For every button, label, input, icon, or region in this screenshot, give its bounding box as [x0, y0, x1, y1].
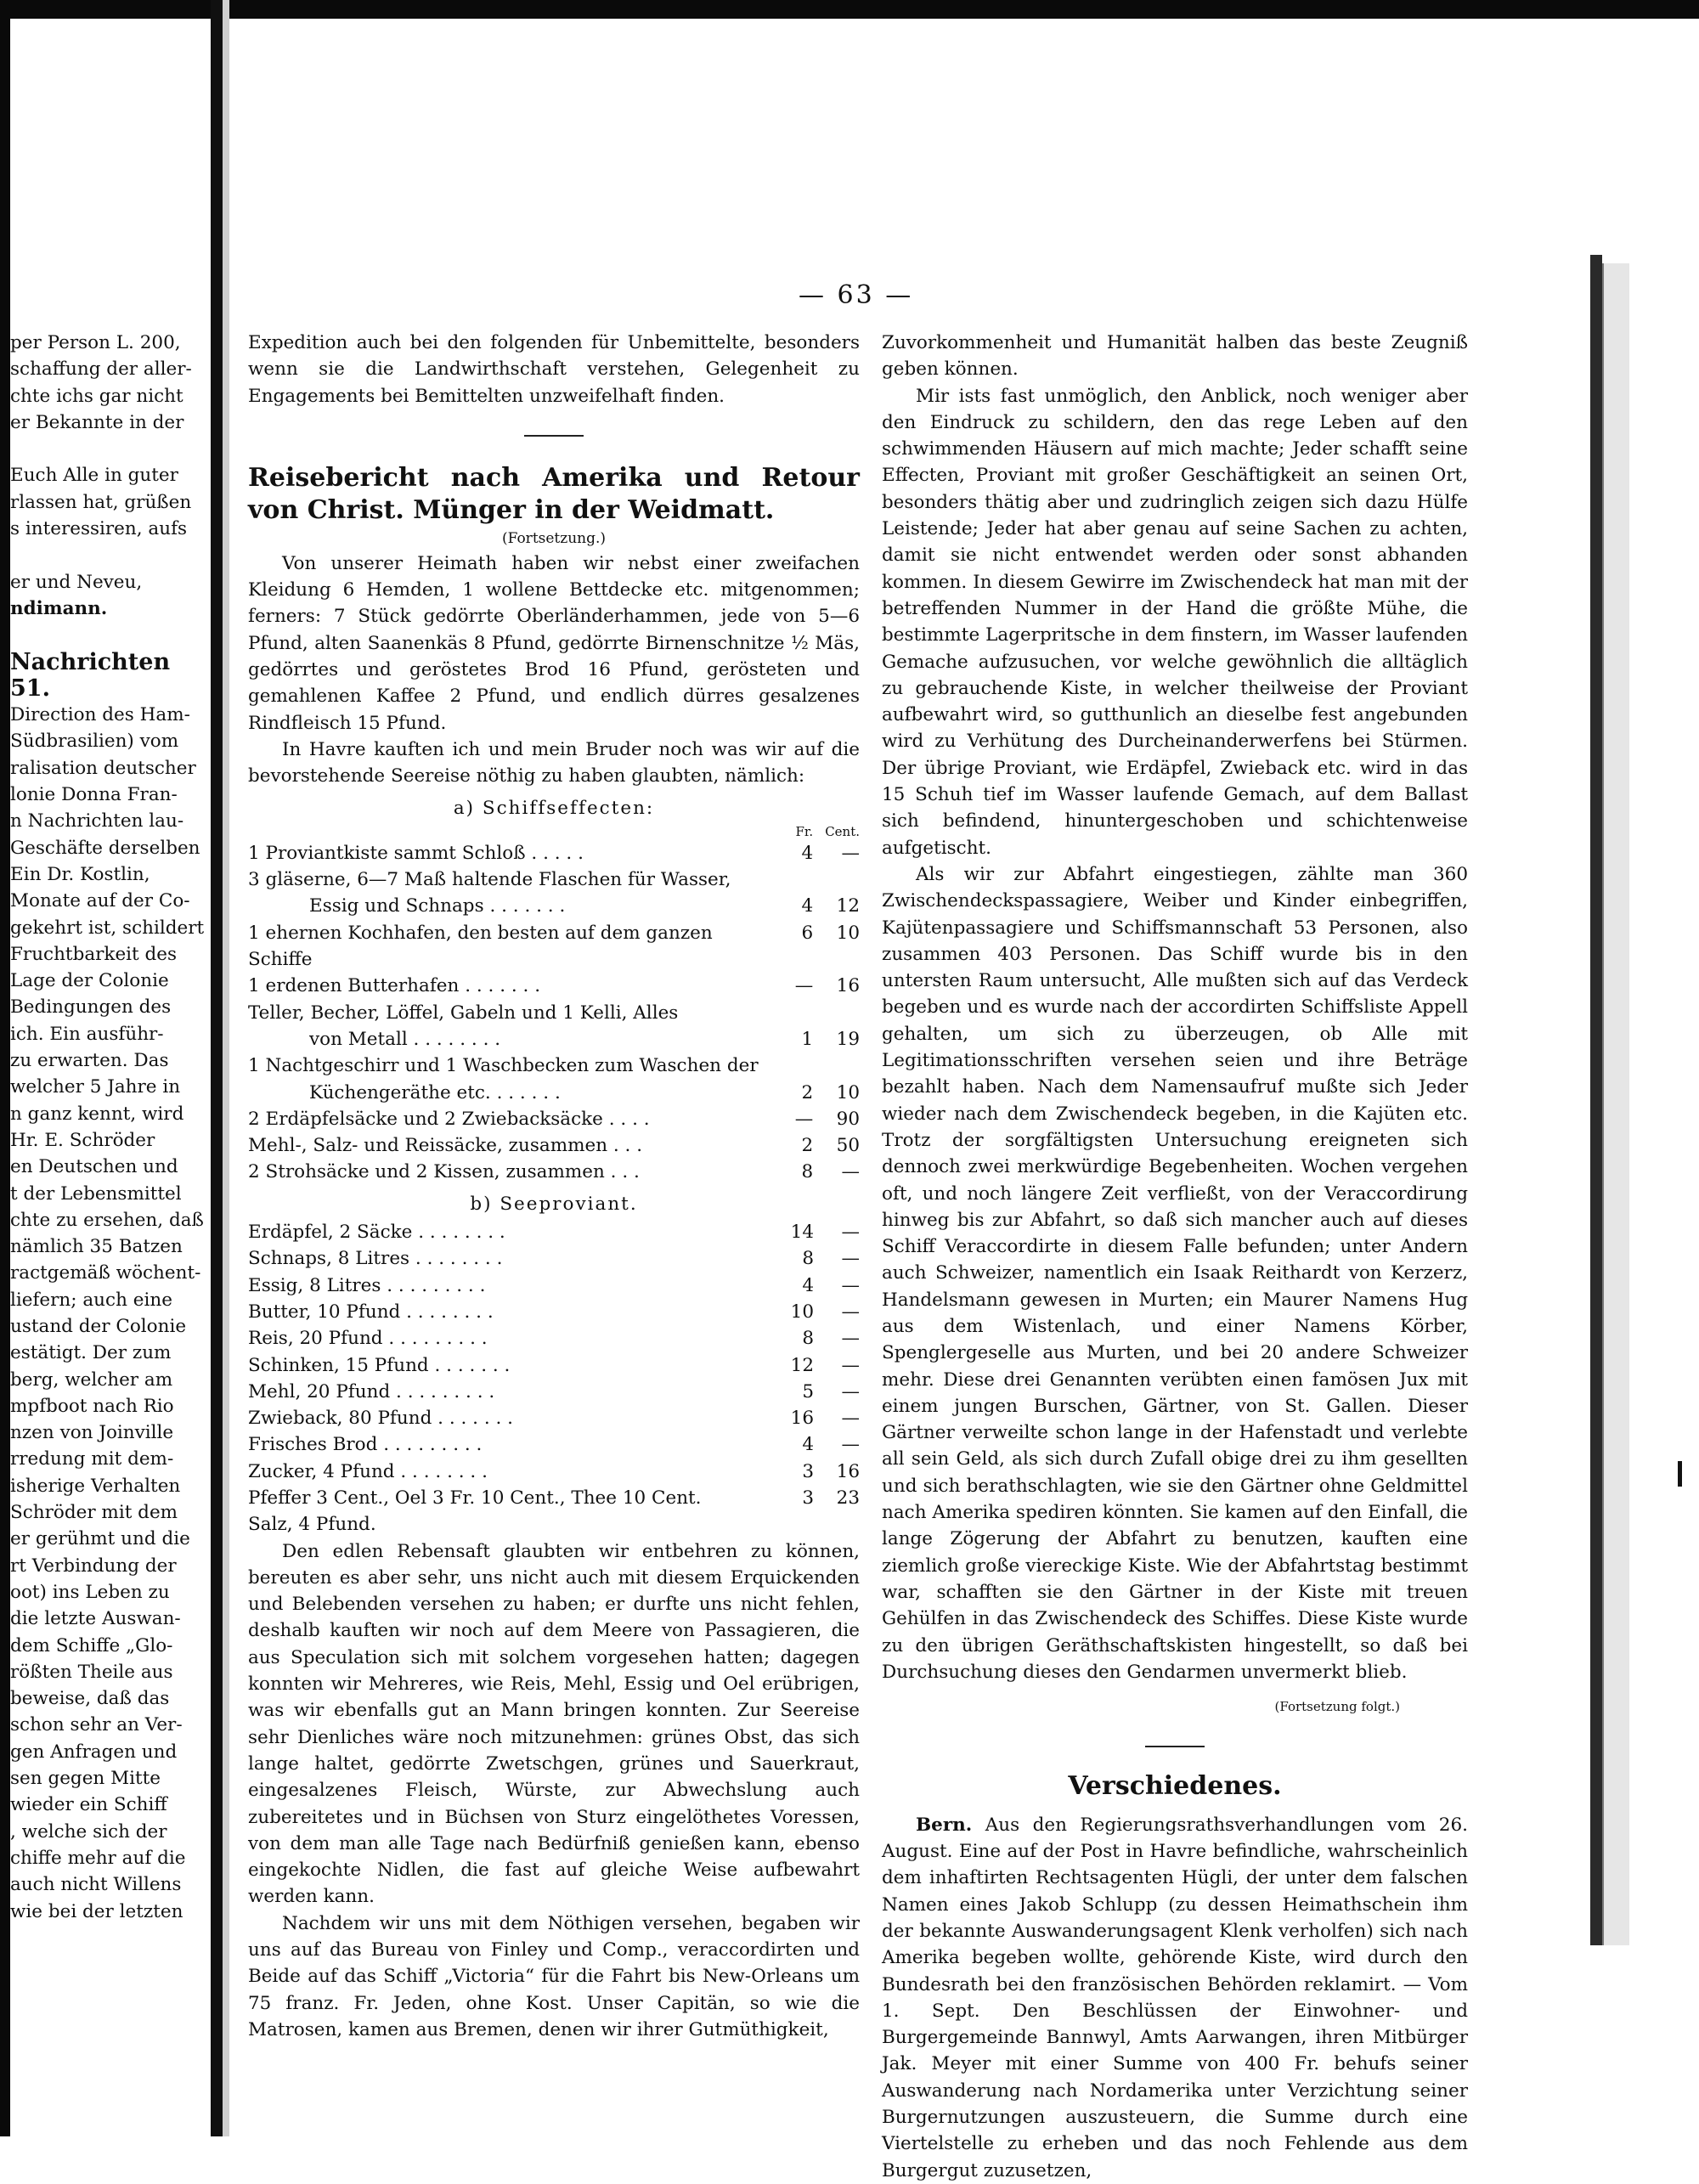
item-cents — [825, 866, 860, 893]
item-cents — [825, 1000, 860, 1026]
left-column-line: chte ichs gar nicht — [10, 385, 183, 407]
item-name: Salz, 4 Pfund. — [248, 1514, 376, 1536]
scan-top-border — [0, 0, 1699, 19]
left-column-line: Nachrichten — [10, 648, 171, 675]
left-column-line: schaffung der aller- — [10, 358, 192, 381]
item-cents: 10 — [836, 922, 860, 944]
item-name: Schnaps, 8 Litres . . . . . . . . — [248, 1248, 503, 1270]
left-column-line: rredung mit dem- — [10, 1448, 174, 1470]
page-right-edge-shadow — [1602, 263, 1629, 1945]
section-heading: Verschiedenes. — [1068, 1771, 1282, 1802]
item-cents: — — [841, 1248, 860, 1270]
item-cents: — — [841, 1274, 860, 1296]
left-column-line: wieder ein Schiff — [10, 1794, 167, 1816]
item-name: Mehl, 20 Pfund . . . . . . . . . — [248, 1380, 495, 1402]
item-cents: — — [841, 1434, 860, 1456]
table-row — [248, 1245, 860, 1272]
col-header-fr: Fr. — [795, 823, 814, 839]
section-divider — [524, 435, 584, 437]
left-column-line: ustand der Colonie — [10, 1315, 187, 1337]
item-name: 1 Proviantkiste sammt Schloß . . . . . — [248, 842, 584, 864]
item-name: Frisches Brod . . . . . . . . . — [248, 1434, 483, 1456]
paragraph: Als wir zur Abfahrt eingestiegen, zählte man 360 Zwischendeckspassagiere, Weiber und Kinder einbegriffen, Kajütenpassagiere und Schiffsmannschaft 53 Personen, also zusammen 403 Personen. Das Schiff wurde bis in den untersten Raum untersucht, Alle mußten sich auf das Verdeck begeben und es wurde nach der accordirten Schiffsliste Appell gehalten, um sich zu überzeugen, ob Alle mit Legitimationsschriften versehen seien und ihre Beträge bezahlt haben. Nach dem Namensaufruf mußte sich Jeder wieder nach dem Zwischendeck begeben, in die Kajüten etc. Trotz der sorgfältigsten Untersuchung ereigneten sich dennoch zwei merkwürdige Begebenheiten. Wochen vergehen oft, und noch längere Zeit verfließt, von der Veraccordirung hinweg bis zur Abfahrt, so daß sich mancher auch auf dieses Schiff Veraccordirte in diesem Falle befunden; unter Andern auch Schweizer, namentlich ein Isaak Reithardt von Kerzerz, Handelsmann gewesen in Murten; ein Maurer Namens Hug aus dem Wistenlach, und einer Namens Körber, Spenglergeselle aus Murten, und bei 20 andere Schweizer mehr. Diese drei Genannten verübten einen famösen Jux mit einem jungen Burschen, Gärtner, von St. Gallen. Dieser Gärtner verweilte schon lange in der Hafenstadt und verlebte all sein Geld, als sich durch Zufall obige drei zu ihm gesellten und sich berathschlagten, wie sie den Gärtner ohne Geldmittel nach Amerika spediren könnten. Sie kamen auf den Einfall, die lange Zögerung der Abfahrt zu benutzen, kauften eine ziemlich große viereckige Kiste. Wie der Abfahrtstag bestimmt war, schafften sie den Gärtner in der Kiste mit treuen Gehülfen in das Zwischendeck des Schiffes. Diese Kiste wurde zu den übrigen Geräthschaftskisten hingestellt, so daß bei Durchsuchung dieses den Gendarmen unvermerkt blieb. — [882, 863, 1468, 1683]
item-name: 1 ehernen Kochhafen, den besten auf dem ganzen Schiffe — [248, 922, 713, 971]
item-francs: 1 — [801, 1028, 814, 1050]
page-number: — 63 — — [799, 280, 914, 310]
section-b-heading: b) Seeproviant. — [470, 1193, 638, 1215]
left-column-line: wie bei der letzten — [10, 1900, 183, 1922]
item-cents: 19 — [836, 1028, 860, 1050]
item-cents: — — [841, 1408, 860, 1430]
item-name: 3 gläserne, 6—7 Maß haltende Flaschen für Wasser, — [248, 869, 731, 891]
item-francs — [779, 1052, 825, 1079]
left-column-line: rlassen hat, grüßen — [10, 491, 192, 513]
left-column-line: er Bekannte in der — [10, 411, 184, 433]
item-name: Teller, Becher, Löffel, Gabeln und 1 Kelli, Alles — [248, 1002, 679, 1024]
item-francs: — — [794, 975, 814, 997]
left-column-line: nämlich 35 Batzen — [10, 1236, 183, 1258]
col-header-cent: Cent. — [825, 823, 860, 839]
left-column-line: die letzte Auswan- — [10, 1608, 181, 1630]
item-francs: 4 — [801, 895, 814, 917]
left-column-line: sen gegen Mitte — [10, 1768, 161, 1790]
left-column-line: s interessiren, aufs — [10, 518, 188, 540]
left-column-line: nzen von Joinville — [10, 1422, 174, 1444]
left-column-line: isherige Verhalten — [10, 1475, 181, 1497]
item-table-a — [248, 823, 860, 1186]
item-francs: 4 — [802, 1434, 814, 1456]
table-row — [248, 1132, 860, 1159]
left-column-line: , welche sich der — [10, 1820, 167, 1843]
paragraph: Zuvorkommenheit und Humanität halben das beste Zeugniß geben können. — [882, 332, 1468, 381]
left-column-line: gen Anfragen und — [10, 1741, 178, 1763]
section-a-heading: a) Schiffseffecten: — [453, 797, 655, 819]
left-column-line: n Nachrichten lau- — [10, 810, 184, 832]
table-row — [248, 1325, 860, 1352]
table-row — [248, 866, 860, 893]
item-name: Zucker, 4 Pfund . . . . . . . . — [248, 1460, 488, 1482]
table-row — [248, 1352, 860, 1379]
item-cents: — — [841, 1328, 860, 1350]
right-column — [882, 330, 1468, 2184]
paragraph: Nachdem wir uns mit dem Nöthigen versehen, begaben wir uns auf das Bureau von Finley und Comp., veraccordirten und Beide auf das Schiff „Victoria“ für die Fahrt bis New-Orleans um 75 franz. Fr. Jeden, ohne Kost. Unser Capitän, so wie die Matrosen, kamen aus Bremen, denen wir ihrer Gutmüthigkeit, — [248, 1912, 860, 2040]
item-francs: 16 — [790, 1408, 814, 1430]
intro-paragraph: Expedition auch bei den folgenden für Unbemittelte, besonders wenn sie die Landwirthschaft verstehen, Gelegenheit zu Engagements bei Bemittelten unzweifelhaft finden. — [248, 332, 860, 407]
left-column-line: rößten Theile aus — [10, 1661, 173, 1683]
continuation-note: (Fortsetzung folgt.) — [1274, 1699, 1400, 1715]
item-francs: 6 — [801, 922, 814, 944]
left-column-line: gekehrt ist, schildert — [10, 917, 205, 939]
item-name: Reis, 20 Pfund . . . . . . . . . — [248, 1328, 488, 1350]
left-column-line: Ein Dr. Kostlin, — [10, 863, 150, 885]
table-row — [248, 1026, 860, 1052]
table-row — [248, 1159, 860, 1185]
left-column-line: lonie Donna Fran- — [10, 784, 178, 806]
item-cents: — — [841, 1380, 860, 1402]
left-column-line: zu erwarten. Das — [10, 1050, 169, 1072]
middle-column — [248, 330, 860, 2043]
item-name: 2 Strohsäcke und 2 Kissen, zusammen . . . — [248, 1161, 640, 1183]
article-subheading: (Fortsetzung.) — [501, 529, 607, 547]
table-row — [248, 1106, 860, 1132]
left-column-line: en Deutschen und — [10, 1156, 178, 1178]
left-column-line: Hr. E. Schröder — [10, 1129, 155, 1151]
scan-left-border — [0, 0, 10, 2136]
item-francs — [780, 1511, 826, 1538]
table-row — [248, 893, 860, 919]
left-column-line: rt Verbindung der — [10, 1555, 177, 1577]
left-column-line: mpfboot nach Rio — [10, 1395, 174, 1417]
item-francs: 4 — [801, 842, 814, 864]
item-cents: — — [841, 1354, 860, 1376]
item-cents: — — [841, 842, 860, 864]
left-column-line — [10, 542, 177, 568]
item-cents: 23 — [836, 1487, 860, 1509]
item-name: Butter, 10 Pfund . . . . . . . . — [248, 1301, 494, 1323]
left-column-line: chte zu ersehen, daß — [10, 1209, 204, 1231]
item-name: Pfeffer 3 Cent., Oel 3 Fr. 10 Cent., Thee 10 Cent. — [248, 1487, 702, 1509]
item-cents: 10 — [836, 1081, 860, 1103]
scan-edge-mark — [1678, 1461, 1682, 1487]
table-row — [248, 1080, 860, 1106]
paragraph: Mir ists fast unmöglich, den Anblick, noch weniger aber den Eindruck zu schildern, den das rege Leben auf den schwimmenden Häusern auf mich machte; Jeder schafft seine Effecten, Proviant mit großer Geschäftigkeit an seinen Ort, besonders thätig aber und zudringlich zeigen sich dazu Hülfe Leistende; Jeder hat aber genau auf seine Sachen zu achten, damit sie nicht entwendet werden oder sonst abhanden kommen. In diesem Gewirre im Zwischendeck hat man mit der betreffenden Nummer in der Hand die größte Mühe, die bestimmte Lagerpritsche in dem finstern, im Wasser laufenden Gemache aufzusuchen, vor welche gewöhnlich die alltäglich zu gebrauchende Kiste, in welcher theilweise der Proviant aufbewahrt wird, so gutthunlich an dieselbe fest angebunden wird zu Verhütung des Durcheinanderwerfens bei Stürmen. Der übrige Proviant, wie Erdäpfel, Zwieback etc. wird in das 15 Schuh tief im Wasser laufende Gemach, auf dem Ballast sich befindend, hinuntergeschoben und schichtenweise aufgetischt. — [882, 385, 1468, 859]
news-text: Aus den Regierungsrathsverhandlungen vom 26. August. Eine auf der Post in Havre befindliche, wahrscheinlich dem inhaftirten Rechtsagenten Hügli, der unter dem falschen Namen eines Jakob Schlupp (zu dessen Heimathschein ihm der bekannte Auswanderungsagent Klenk verholfen) sich nach Amerika begeben wollte, gehörende Kiste, wird durch den Bundesrath bei den französischen Behörden reklamirt. — Vom 1. Sept. Den Beschlüssen der Einwohner- und Burgergemeinde Bannwyl, Amts Aarwangen, ihren Mitbürger Jak. Meyer mit einer Summe von 400 Fr. behufs seiner Auswanderung nach Nordamerika unter Verzichtung seiner Burgernutzungen auszusteuern, die Summe durch eine Viertelstelle zu erheben und das noch Fehlende aus dem Burgergut zuzusetzen, — [882, 1814, 1468, 2181]
news-lead: Bern. — [916, 1814, 973, 1836]
item-cents — [826, 1511, 860, 1538]
table-row — [248, 1379, 860, 1405]
section-divider — [1145, 1746, 1205, 1747]
left-column-line: er gerühmt und die — [10, 1528, 190, 1550]
table-row — [248, 840, 860, 866]
table-row — [248, 1299, 860, 1325]
left-column-line: ich. Ein ausführ- — [10, 1023, 164, 1045]
left-column-line: Südbrasilien) vom — [10, 731, 179, 753]
page-gutter — [211, 0, 223, 2136]
left-column-line: Schröder mit dem — [10, 1502, 178, 1524]
left-column-line: Direction des Ham- — [10, 704, 190, 726]
item-francs: 3 — [802, 1487, 814, 1509]
left-column-line: Monate auf der Co- — [10, 890, 190, 912]
item-francs: 10 — [790, 1301, 814, 1323]
item-cents: 90 — [836, 1108, 860, 1130]
item-table-b — [248, 1219, 860, 1538]
left-column-line: ndimann. — [10, 597, 108, 619]
left-column-line: dem Schiffe „Glo- — [10, 1634, 173, 1656]
table-row — [248, 1511, 860, 1538]
item-francs: 2 — [801, 1081, 814, 1103]
left-column-line: liefern; auch eine — [10, 1289, 172, 1311]
item-francs: — — [794, 1108, 814, 1130]
left-column-line: t der Lebensmittel — [10, 1182, 182, 1205]
item-francs — [779, 1000, 825, 1026]
left-column-line: per Person L. 200, — [10, 332, 181, 353]
item-francs: 5 — [802, 1380, 814, 1402]
left-column-line: Fruchtbarkeit des — [10, 943, 178, 965]
left-column-line: chiffe mehr auf die — [10, 1847, 186, 1869]
paragraph: Von unserer Heimath haben wir nebst einer zweifachen Kleidung 6 Hemden, 1 wollene Bettdecke etc. mitgenommen; ferners: 7 Stück gedörrte Oberländerhammen, jede von 5—6 Pfund, alten Saanenkäs 8 Pfund, gedörrte Birnenschnitze ½ Mäs, gedörrtes und geröstetes Brod 16 Pfund, gerösteten und gemahlenen Kaffee 2 Pfund, und endlich dürres gesalzenes Rindfleisch 15 Pfund. — [248, 552, 860, 734]
left-column-line: Geschäfte derselben — [10, 837, 200, 859]
left-column-line: 51. — [10, 674, 50, 702]
left-column-line: beweise, daß das — [10, 1688, 170, 1710]
item-francs: 12 — [790, 1354, 814, 1376]
left-column-line: Lage der Colonie — [10, 970, 169, 992]
left-column-line: n ganz kennt, wird — [10, 1103, 184, 1125]
left-column — [10, 330, 205, 1925]
table-row — [248, 1000, 860, 1026]
item-cents — [825, 1052, 860, 1079]
left-column-line: ralisation deutscher — [10, 757, 196, 779]
left-column-line: oot) ins Leben zu — [10, 1581, 170, 1603]
table-row — [248, 1405, 860, 1431]
left-column-line: er und Neveu, — [10, 571, 143, 593]
left-column-line: Bedingungen des — [10, 996, 172, 1019]
table-row — [248, 1273, 860, 1299]
paragraph: In Havre kauften ich und mein Bruder noch was wir auf die bevorstehende Seereise nöthig zu haben glaubten, nämlich: — [248, 738, 860, 787]
item-cents: — — [841, 1222, 860, 1244]
item-cents: 12 — [836, 895, 860, 917]
left-column-line: schon sehr an Ver- — [10, 1714, 183, 1736]
table-row — [248, 973, 860, 999]
left-column-line: auch nicht Willens — [10, 1874, 182, 1896]
table-row — [248, 1052, 860, 1079]
item-name: 1 Nachtgeschirr und 1 Waschbecken zum Waschen der — [248, 1055, 759, 1077]
page-gutter-shadow — [223, 0, 229, 2136]
item-name: 1 erdenen Butterhafen . . . . . . . — [248, 975, 541, 997]
page-right-edge — [1590, 255, 1602, 1945]
item-name: Essig und Schnaps . . . . . . . — [309, 895, 566, 917]
item-francs: 4 — [802, 1274, 814, 1296]
item-cents: 16 — [836, 1460, 860, 1482]
item-cents: — — [841, 1161, 860, 1183]
item-francs: 8 — [801, 1161, 814, 1183]
left-column-line: Euch Alle in guter — [10, 465, 178, 487]
item-francs: 8 — [802, 1328, 814, 1350]
news-paragraph — [882, 1812, 1468, 2184]
item-name: Küchengeräthe etc. . . . . . . — [309, 1081, 561, 1103]
table-row — [248, 1219, 860, 1245]
item-name: 2 Erdäpfelsäcke und 2 Zwiebacksäcke . . . . — [248, 1108, 650, 1130]
left-column-line — [10, 622, 177, 648]
left-column-line: berg, welcher am — [10, 1369, 173, 1391]
item-francs — [779, 866, 825, 893]
item-cents: 16 — [836, 975, 860, 997]
left-column-line — [10, 436, 177, 462]
left-column-line: ractgemäß wöchent- — [10, 1262, 201, 1284]
item-francs: 8 — [802, 1248, 814, 1270]
item-cents: 50 — [836, 1135, 860, 1157]
item-name: von Metall . . . . . . . . — [309, 1028, 501, 1050]
article-heading: Reisebericht nach Amerika und Retour von Christ. Münger in der Weidmatt. — [248, 462, 860, 525]
table-row — [248, 1459, 860, 1485]
item-name: Essig, 8 Litres . . . . . . . . . — [248, 1274, 486, 1296]
item-name: Schinken, 15 Pfund . . . . . . . — [248, 1354, 511, 1376]
left-column-line: welcher 5 Jahre in — [10, 1076, 181, 1098]
table-row — [248, 1431, 860, 1458]
table-row — [248, 1485, 860, 1511]
item-francs: 2 — [801, 1135, 814, 1157]
table-row — [248, 920, 860, 973]
item-francs: 14 — [790, 1222, 814, 1244]
paragraph: Den edlen Rebensaft glaubten wir entbehren zu können, bereuten es aber sehr, uns nicht auch mit diesem Erquickenden und Belebenden versehen zu haben; er durfte uns nicht fehlen, deshalb kauften wir noch auf dem Meere von Passagieren, die aus Speculation sich mit solchem vorgesehen hatten; dagegen konnten wir Mehreres, wie Reis, Mehl, Essig und Oel erübrigen, was wir ebenfalls gut an Mann bringen konnten. Zur Seereise sehr Dienliches wäre noch mitzunehmen: grünes Obst, das sich lange haltet, gedörrte Zwetschgen, grünes und Sauerkraut, eingesalzenes Fleisch, Würste, zur Abwechslung auch zubereitetes und in Büchsen von Sturz eingelöthetes Voressen, von dem man alle Tage nach Bedürfniß genießen kann, ebenso eingekochte Nidlen, die fast auf gleiche Weise aufbewahrt werden kann. — [248, 1540, 860, 1908]
item-name: Zwieback, 80 Pfund . . . . . . . — [248, 1408, 514, 1430]
left-column-line: estätigt. Der zum — [10, 1342, 172, 1364]
item-name: Mehl-, Salz- und Reissäcke, zusammen . . . — [248, 1135, 643, 1157]
item-francs: 3 — [802, 1460, 814, 1482]
item-name: Erdäpfel, 2 Säcke . . . . . . . . — [248, 1222, 505, 1244]
item-cents: — — [841, 1301, 860, 1323]
